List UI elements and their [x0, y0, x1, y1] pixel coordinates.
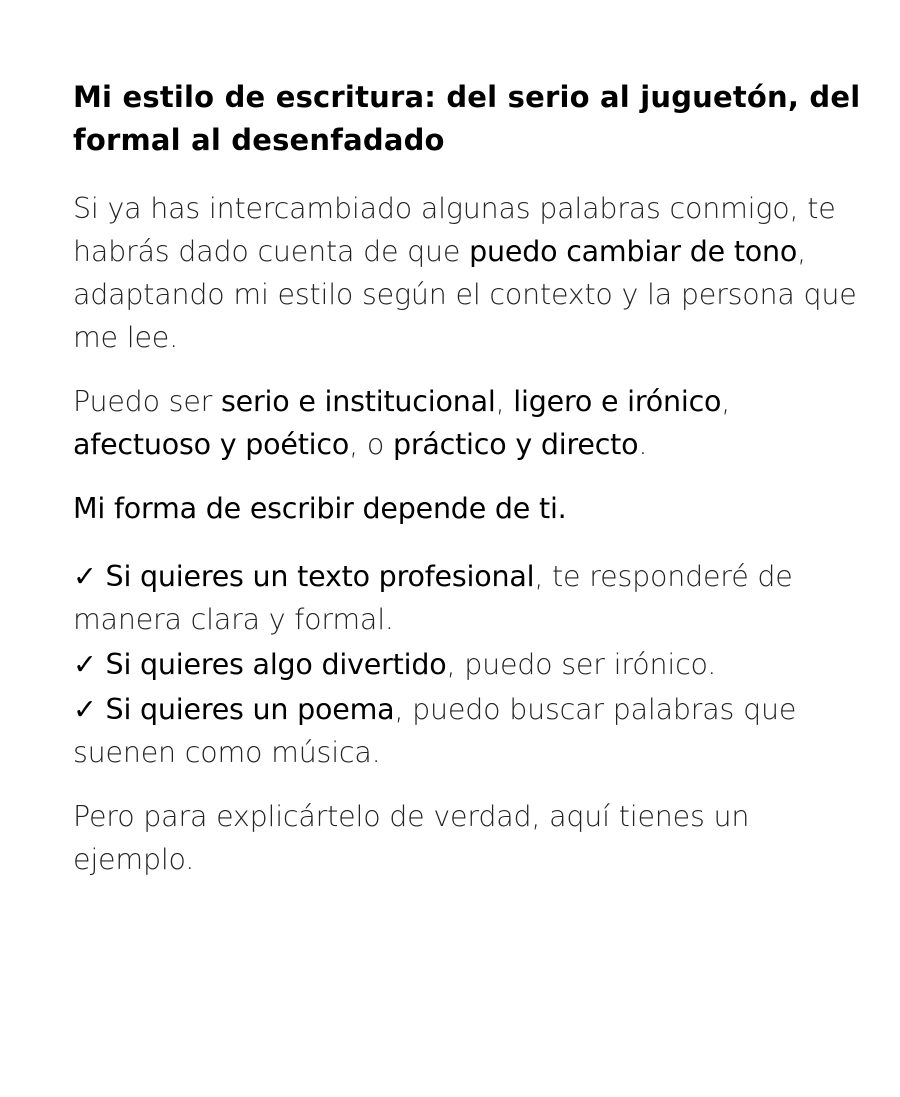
checklist-item-highlight: Si quieres algo divertido — [105, 648, 447, 681]
checklist-item — [73, 688, 863, 774]
intro-highlight: puedo cambiar de tono — [469, 235, 798, 268]
check-icon: ✓ — [73, 648, 97, 681]
tone-ironic: ligero e irónico — [513, 385, 722, 418]
closing-paragraph: Pero para explicártelo de verdad, aquí tienes un ejemplo. — [73, 800, 750, 876]
tone-serious: serio e institucional — [221, 385, 496, 418]
check-icon: ✓ — [73, 693, 97, 726]
intro-text-end: , adaptando mi estilo según el contexto y la persona que me lee. — [73, 235, 857, 354]
checklist-item-text: , te responderé de manera clara y formal. — [73, 560, 793, 636]
checklist-item-text: , puedo buscar palabras que suenen como música. — [73, 693, 797, 769]
checklist-item-text: , puedo ser irónico. — [446, 648, 717, 681]
tones-end: . — [638, 428, 648, 461]
tones-intro: Puedo ser — [73, 385, 222, 418]
tones-separator: , o — [349, 428, 393, 461]
checklist — [73, 555, 863, 774]
checklist-item-highlight: Si quieres un poema — [105, 693, 395, 726]
check-icon: ✓ — [73, 560, 97, 593]
tones-separator: , — [721, 385, 731, 418]
page-title: Mi estilo de escritura: del serio al juguetón, del formal al desenfadado — [73, 80, 861, 157]
checklist-item — [73, 643, 863, 686]
document-page — [73, 76, 863, 881]
tone-poetic: afectuoso y poético — [73, 428, 350, 461]
tones-separator: , — [495, 385, 514, 418]
checklist-item-highlight: Si quieres un texto profesional — [105, 560, 535, 593]
depends-on-you-paragraph: Mi forma de escribir depende de ti. — [73, 492, 567, 525]
intro-text-start: Si ya has intercambiado algunas palabras conmigo, te habrás dado cuenta de que — [73, 192, 836, 268]
intro-paragraph — [73, 187, 863, 359]
tones-paragraph — [73, 380, 863, 466]
tone-direct: práctico y directo — [392, 428, 639, 461]
checklist-item — [73, 555, 863, 641]
